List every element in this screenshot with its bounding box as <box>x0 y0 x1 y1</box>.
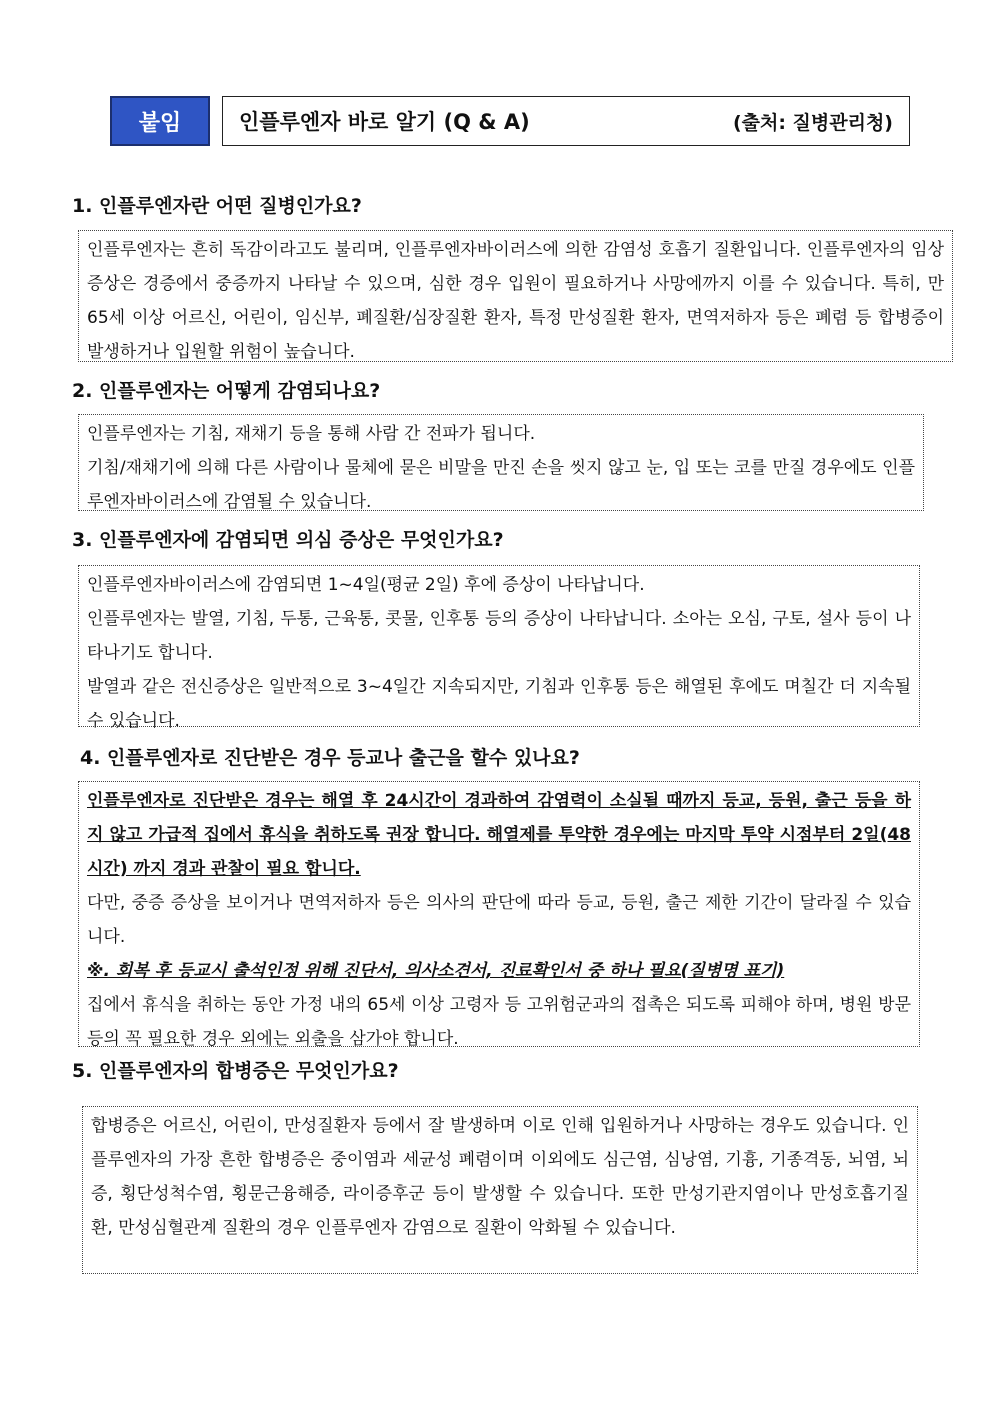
title-box <box>222 96 910 146</box>
answer-3-paragraph-1: 인플루엔자바이러스에 감염되면 1~4일(평균 2일) 후에 증상이 나타납니다. <box>87 575 645 595</box>
answer-4-bold-paragraph: 인플루엔자로 진단받은 경우는 해열 후 24시간이 경과하여 감염력이 소실될 때까지 등교, 등원, 출근 등을 하지 않고 가급적 집에서 휴식을 취하도록 권장 합니다. 해열제를 투약한 경우에는 마지막 투약 시점부터 2일(48시간) 까지 경과 관찰이 필요 합니다. <box>87 791 911 879</box>
document-header <box>110 96 910 146</box>
answer-box-5 <box>82 1106 918 1274</box>
answer-1-paragraph: 인플루엔자는 흔히 독감이라고도 불리며, 인플루엔자바이러스에 의한 감염성 호흡기 질환입니다. 인플루엔자의 임상증상은 경증에서 중증까지 나타날 수 있으며, 심한 경우 입원이 필요하거나 사망에까지 이를 수 있습니다. 특히, 만 65세 이상 어르신, 어린이, 임신부, 폐질환/심장질환 환자, 특정 만성질환 환자, 면역저하자 등은 폐렴 등 합병증이 발생하거나 입원할 위험이 높습니다. <box>87 240 944 362</box>
document-title: 인플루엔자 바로 알기 (Q & A) <box>239 110 530 134</box>
answer-box-1 <box>78 230 953 362</box>
answer-4-paragraph-2: 다만, 중증 증상을 보이거나 면역저하자 등은 의사의 판단에 따라 등교, 등원, 출근 제한 기간이 달라질 수 있습니다. <box>87 893 911 947</box>
question-2: 2. 인플루엔자는 어떻게 감염되나요? <box>72 380 381 402</box>
attachment-tag: 붙임 <box>110 96 210 146</box>
question-4: 4. 인플루엔자로 진단받은 경우 등교나 출근을 할수 있나요? <box>80 747 580 769</box>
answer-5-paragraph: 합병증은 어르신, 어린이, 만성질환자 등에서 잘 발생하며 이로 인해 입원하거나 사망하는 경우도 있습니다. 인플루엔자의 가장 흔한 합병증은 중이염과 세균성 폐렴이며 이외에도 심근염, 심낭염, 기흉, 기종격동, 뇌염, 뇌증, 횡단성척수염, 횡문근융해증, 라이증후군 등이 발생할 수 있습니다. 또한 만성기관지염이나 만성호흡기질환, 만성심혈관계 질환의 경우 인플루엔자 감염으로 질환이 악화될 수 있습니다. <box>91 1116 909 1238</box>
answer-box-4 <box>78 781 920 1047</box>
question-1: 1. 인플루엔자란 어떤 질병인가요? <box>72 195 362 217</box>
answer-box-3 <box>78 565 920 731</box>
question-5: 5. 인플루엔자의 합병증은 무엇인가요? <box>72 1060 399 1082</box>
answer-2-paragraph-2: 기침/재채기에 의해 다른 사람이나 물체에 묻은 비말을 만진 손을 씻지 않고 눈, 입 또는 코를 만질 경우에도 인플루엔자바이러스에 감염될 수 있습니다. <box>87 458 915 512</box>
answer-box-2 <box>78 414 924 511</box>
attendance-note: ※. 회복 후 등교시 출석인정 위해 진단서, 의사소견서, 진료확인서 중 하나 필요(질병명 표기) <box>87 961 785 981</box>
question-3: 3. 인플루엔자에 감염되면 의심 증상은 무엇인가요? <box>72 529 504 551</box>
answer-2-paragraph-1: 인플루엔자는 기침, 재채기 등을 통해 사람 간 전파가 됩니다. <box>87 424 536 444</box>
answer-3-paragraph-2: 인플루엔자는 발열, 기침, 두통, 근육통, 콧물, 인후통 등의 증상이 나타납니다. 소아는 오심, 구토, 설사 등이 나타나기도 합니다. <box>87 609 911 663</box>
answer-3-paragraph-3: 발열과 같은 전신증상은 일반적으로 3~4일간 지속되지만, 기침과 인후통 등은 해열된 후에도 며칠간 더 지속될 수 있습니다. <box>87 677 911 731</box>
document-source: (출처: 질병관리청) <box>732 111 893 134</box>
answer-4-paragraph-3: 집에서 휴식을 취하는 동안 가정 내의 65세 이상 고령자 등 고위험군과의 접촉은 되도록 피해야 하며, 병원 방문 등의 꼭 필요한 경우 외에는 외출을 삼가야 합니다. <box>87 995 911 1049</box>
